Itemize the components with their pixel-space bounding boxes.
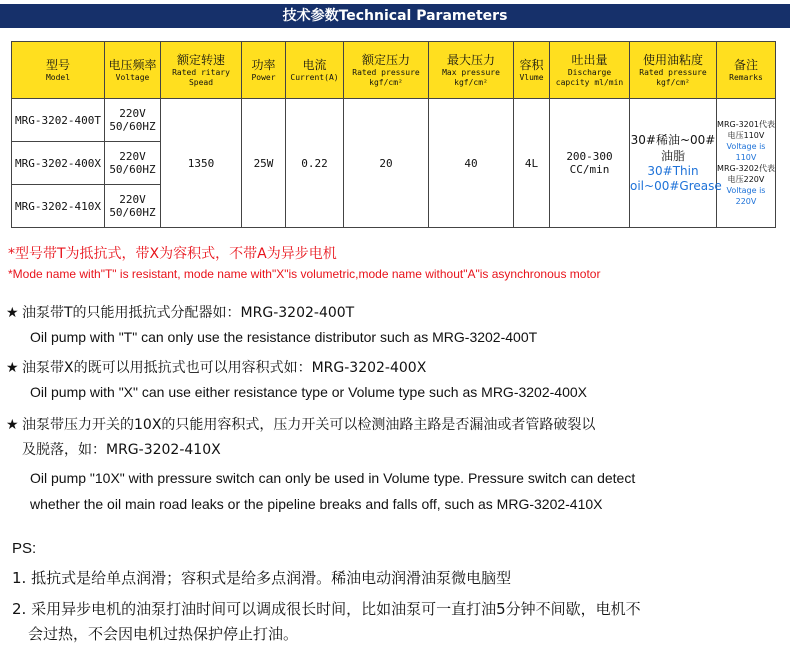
spec-table [11,41,776,228]
table-row [12,99,776,142]
model-note-en: *Mode name with"T" is resistant, mode name with"X"is volumetric,mode name without"A"is asynchronous motor [8,267,601,281]
model-note-cn: *型号带T为抵抗式，带X为容积式，不带A为异步电机 [8,246,337,262]
bullet-400x-en: Oil pump with "X" can use either resistance type or Volume type such as MRG-3202-400X [30,384,587,400]
power-cell: 25W [242,99,286,228]
bullet-400x-cn: ★ 油泵带X的既可以用抵抗式也可以用容积式如：MRG-3202-400X [6,360,427,376]
header-discharge: 吐出量 Discharge capcity ml/min [550,42,630,99]
header-power: 功率 Power [242,42,286,99]
header-max-pressure: 最大压力 Max pressure kgf/cm² [429,42,514,99]
table-header-row [12,42,776,99]
header-oil-viscosity: 使用油粘度 Rated pressure kgf/cm² [630,42,717,99]
bullet-410x-cn: ★ 油泵带压力开关的10X的只能用容积式，压力开关可以检测油路主路是否漏油或者管路破裂以 [6,417,596,433]
voltage-cell: 220V 50/60HZ [105,99,161,142]
voltage-cell: 220V 50/60HZ [105,185,161,228]
bullet-410x-en-line2: whether the oil main road leaks or the pipeline breaks and falls off, such as MRG-3202-410X [30,496,603,512]
model-cell: MRG-3202-400X [12,142,105,185]
bullet-410x-en: Oil pump "10X" with pressure switch can only be used in Volume type. Pressure switch can detect [30,470,636,486]
ps-item-1: 1. 抵抗式是给单点润滑；容积式是给多点润滑。稀油电动润滑油泵微电脑型 [12,569,512,587]
remarks-cell: MRG-3201代表电压110V Voltage is 110V MRG-3202代表电压220V Voltage is 220V [717,99,776,228]
header-remarks: 备注 Remarks [717,42,776,99]
bullet-410x-cn-line2: 及脱落，如：MRG-3202-410X [22,442,221,458]
star-icon: ★ [6,417,19,433]
oil-viscosity-cell: 30#稀油~00#油脂 30#Thin oil~00#Grease [630,99,717,228]
current-cell: 0.22 [286,99,344,228]
header-model: 型号 Model [12,42,105,99]
ps-item-2-line2: 会过热，不会因电机过热保护停止打油。 [28,625,299,643]
header-current: 电流 Current(A) [286,42,344,99]
ps-label: PS: [12,540,37,557]
model-cell: MRG-3202-400T [12,99,105,142]
header-speed: 额定转速 Rated ritary Spead [161,42,242,99]
header-rated-pressure: 额定压力 Rated pressure kgf/cm² [344,42,429,99]
rated-pressure-cell: 20 [344,99,429,228]
bullet-400t-en: Oil pump with "T" can only use the resistance distributor such as MRG-3202-400T [30,329,538,345]
section-banner: 技术参数Technical Parameters [0,4,790,28]
bullet-400t-cn: ★ 油泵带T的只能用抵抗式分配器如：MRG-3202-400T [6,305,355,321]
discharge-cell: 200-300 CC/min [550,99,630,228]
star-icon: ★ [6,360,19,376]
speed-cell: 1350 [161,99,242,228]
ps-item-2: 2. 采用异步电机的油泵打油时间可以调成很长时间，比如油泵可一直打油5分钟不间歇，电机不 [12,600,641,618]
model-cell: MRG-3202-410X [12,185,105,228]
header-volume: 容积 Vlume [514,42,550,99]
star-icon: ★ [6,305,19,321]
max-pressure-cell: 40 [429,99,514,228]
header-voltage: 电压频率 Voltage [105,42,161,99]
volume-cell: 4L [514,99,550,228]
voltage-cell: 220V 50/60HZ [105,142,161,185]
